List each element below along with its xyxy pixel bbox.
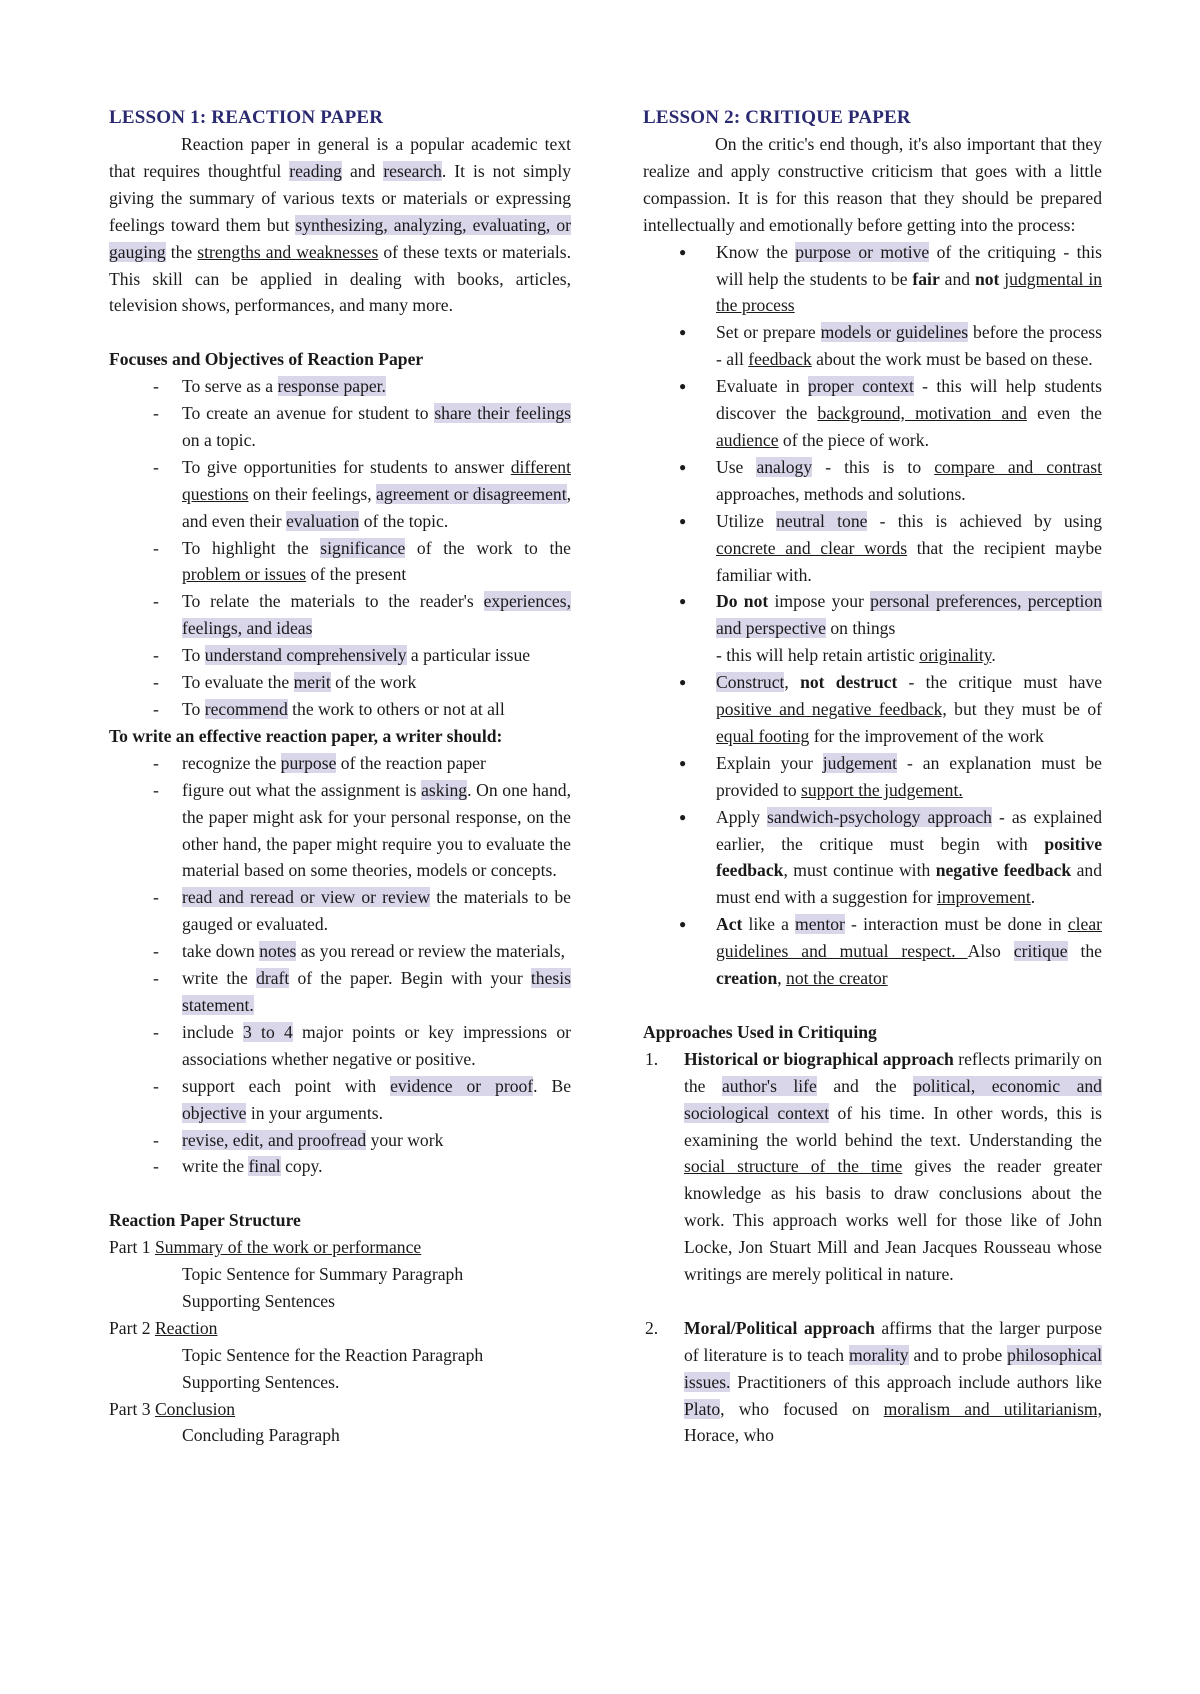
guideline-item: ● Explain your judgement - an explanation must be provided to support the judgement. bbox=[643, 750, 1102, 804]
part-subitem: Supporting Sentences bbox=[182, 1290, 335, 1311]
highlighted-text: 3 to 4 bbox=[243, 1021, 293, 1042]
underlined-text: feedback bbox=[748, 349, 812, 370]
underlined-text: audience bbox=[716, 429, 779, 450]
underlined-text: moralism and utilitarianism, bbox=[883, 1398, 1102, 1419]
highlighted-text: read and reread or view or review bbox=[182, 887, 431, 908]
critique-guidelines-list bbox=[643, 239, 1102, 992]
guideline-item: ● Set or prepare models or guidelines before the process - all feedback about the work must be based on these. bbox=[643, 319, 1102, 373]
highlighted-text: significance bbox=[320, 537, 406, 558]
bold-text: creation bbox=[716, 968, 778, 989]
highlighted-text: merit bbox=[293, 672, 331, 693]
underlined-text: positive and negative feedback, bbox=[716, 699, 947, 720]
focus-item: - To serve as a response paper. bbox=[109, 373, 571, 400]
underlined-text: equal footing bbox=[716, 725, 810, 746]
highlighted-text: share their feelings bbox=[434, 403, 571, 424]
approaches-heading: Approaches Used in Critiquing bbox=[643, 1021, 877, 1042]
lesson-1-title: LESSON 1: REACTION PAPER bbox=[109, 107, 384, 128]
approach-item: 2. Moral/Political approach affirms that the larger purpose of literature is to teach morality and to probe philosophical issues. Practitioners of this approach include authors like Plato, who focused on moralism and utilitarianism, Horace, who bbox=[643, 1315, 1102, 1450]
highlighted-text: mentor bbox=[795, 914, 845, 935]
part-label: Part 3 bbox=[109, 1398, 155, 1419]
highlighted-text: revise, edit, and proofread bbox=[182, 1129, 367, 1150]
highlighted-text: notes bbox=[259, 941, 297, 962]
structure-part bbox=[109, 1396, 571, 1423]
underlined-text: problem or issues bbox=[182, 564, 307, 585]
bold-text: Do not bbox=[716, 591, 769, 612]
approaches-list bbox=[643, 1046, 1102, 1450]
structure-list bbox=[109, 1234, 571, 1449]
underlined-text: support the judgement. bbox=[801, 779, 963, 800]
focus-item: - To highlight the significance of the work to the problem or issues of the present bbox=[109, 535, 571, 589]
highlighted-text: sandwich-psychology approach bbox=[767, 806, 992, 827]
guideline-item: ● Do not impose your personal preferences, perception and perspective on things - this will help retain artistic originality. bbox=[643, 588, 1102, 669]
highlighted-text: personal preferences, perception and perspective bbox=[716, 591, 1103, 639]
highlighted-text: political, economic and sociological context bbox=[684, 1075, 1102, 1123]
highlighted-text: morality bbox=[848, 1344, 909, 1365]
highlighted-text: asking bbox=[421, 779, 468, 800]
part-name: Summary of the work or performance bbox=[154, 1237, 422, 1258]
highlighted-text: response paper. bbox=[277, 376, 386, 397]
focus-item: - To relate the materials to the reader's experiences, feelings, and ideas bbox=[109, 588, 571, 642]
write-step: - include 3 to 4 major points or key impressions or associations whether negative or positive. bbox=[109, 1019, 571, 1073]
write-steps-list bbox=[109, 750, 571, 1181]
guideline-item: ● Act like a mentor - interaction must be done in clear guidelines and mutual respect. Also critique the creation, not the creator bbox=[643, 911, 1102, 992]
guideline-item: ● Evaluate in proper context - this will help students discover the background, motivation and even the audience of the piece of work. bbox=[643, 373, 1102, 454]
part-label: Part 1 bbox=[109, 1237, 155, 1258]
bold-text: fair bbox=[912, 268, 940, 289]
write-heading: To write an effective reaction paper, a writer should: bbox=[109, 725, 503, 746]
underlined-text: not the creator bbox=[786, 968, 888, 989]
underlined-text: improvement bbox=[936, 887, 1031, 908]
focus-list bbox=[109, 373, 571, 723]
write-step: - take down notes as you reread or review the materials, bbox=[109, 938, 571, 965]
guideline-item: ● Use analogy - this is to compare and contrast approaches, methods and solutions. bbox=[643, 454, 1102, 508]
bold-text: not destruct bbox=[800, 672, 898, 693]
highlighted-text: experiences, feelings, and ideas bbox=[182, 591, 571, 639]
highlighted-text: objective bbox=[182, 1102, 247, 1123]
highlighted-text: thesis statement. bbox=[182, 968, 571, 1015]
highlighted-text: evaluation bbox=[286, 510, 360, 531]
structure-part bbox=[109, 1315, 571, 1342]
part-name: Reaction bbox=[154, 1317, 218, 1338]
bold-text: Act bbox=[716, 914, 743, 935]
underlined-text: background, motivation and bbox=[817, 403, 1027, 424]
write-step: - support each point with evidence or proof. Be objective in your arguments. bbox=[109, 1073, 571, 1127]
highlighted-text: analogy bbox=[756, 456, 813, 477]
underlined-text: compare and contrast bbox=[934, 456, 1102, 477]
write-step: - write the final copy. bbox=[109, 1153, 571, 1180]
focus-heading: Focuses and Objectives of Reaction Paper bbox=[109, 349, 424, 370]
bold-text: Historical or biographical approach bbox=[684, 1048, 954, 1069]
focus-item: - To recommend the work to others or not at all bbox=[109, 696, 571, 723]
write-step: - recognize the purpose of the reaction paper bbox=[109, 750, 571, 777]
highlighted-text: judgement bbox=[822, 752, 898, 773]
focus-item: - To create an avenue for student to share their feelings on a topic. bbox=[109, 400, 571, 454]
part-subitem: Concluding Paragraph bbox=[182, 1425, 340, 1446]
underlined-text: different questions bbox=[182, 456, 571, 504]
underlined-text: judgmental in the process bbox=[716, 268, 1103, 316]
write-step: - revise, edit, and proofread your work bbox=[109, 1127, 571, 1154]
structure-heading: Reaction Paper Structure bbox=[109, 1210, 301, 1231]
guideline-item: ● Construct, not destruct - the critique must have positive and negative feedback, but they must be of equal footing for the improvement of the work bbox=[643, 669, 1102, 750]
highlighted-text: synthesizing, analyzing, evaluating, or gauging bbox=[109, 214, 571, 262]
right-column bbox=[643, 104, 1102, 1449]
part-subitem: Topic Sentence for Summary Paragraph bbox=[182, 1264, 464, 1285]
write-step: - write the draft of the paper. Begin with your thesis statement. bbox=[109, 965, 571, 1019]
highlighted-text: neutral tone bbox=[776, 510, 868, 531]
highlighted-text: understand comprehensively bbox=[204, 645, 407, 666]
highlighted-text: author's life bbox=[721, 1075, 817, 1096]
highlighted-text: research bbox=[383, 160, 442, 181]
guideline-item: ● Apply sandwich-psychology approach - as explained earlier, the critique must begin with positive feedback, must continue with negative feedback and must end with a suggestion for improvement. bbox=[643, 804, 1102, 912]
guideline-item: ● Know the purpose or motive of the critiquing - this will help the students to be fair and not judgmental in the process bbox=[643, 239, 1102, 320]
reaction-paper-intro: Reaction paper in general is a popular academic text that requires thoughtful reading and research. It is not simply giving the summary of various texts or materials or expressing feelings toward them but synthesizing, analyzing, evaluating, or gauging the strengths and weaknesses of these texts or materials. This skill can be applied in dealing with books, articles, television shows, performances, and many more. bbox=[109, 134, 572, 316]
part-subitem: Topic Sentence for the Reaction Paragraph bbox=[182, 1344, 484, 1365]
part-subitem: Supporting Sentences. bbox=[182, 1371, 340, 1392]
approach-number: 1. bbox=[645, 1048, 659, 1069]
underlined-text: social structure of the time bbox=[684, 1156, 903, 1177]
guideline-item: ● Utilize neutral tone - this is achieved by using concrete and clear words that the recipient maybe familiar with. bbox=[643, 508, 1102, 589]
underlined-text: concrete and clear words bbox=[716, 537, 908, 558]
highlighted-text: purpose or motive bbox=[795, 241, 930, 262]
highlighted-text: recommend bbox=[204, 699, 288, 720]
highlighted-text: evidence or proof bbox=[390, 1075, 534, 1096]
bold-text: not bbox=[974, 268, 1000, 289]
highlighted-text: final bbox=[248, 1156, 281, 1177]
highlighted-text: proper context bbox=[807, 376, 914, 397]
highlighted-text: Plato bbox=[684, 1398, 721, 1419]
highlighted-text: reading bbox=[289, 160, 342, 181]
highlighted-text: agreement or disagreement bbox=[376, 483, 567, 504]
write-step: - figure out what the assignment is asking. On one hand, the paper might ask for your personal response, on the other hand, the paper might require you to evaluate the material based on some theories, models or concepts. bbox=[109, 777, 571, 885]
structure-part bbox=[109, 1234, 571, 1261]
part-label: Part 2 bbox=[109, 1317, 155, 1338]
write-step: - read and reread or view or review the materials to be gauged or evaluated. bbox=[109, 884, 571, 938]
lesson-2-title: LESSON 2: CRITIQUE PAPER bbox=[643, 107, 911, 128]
focus-item: - To give opportunities for students to answer different questions on their feelings, agreement or disagreement, and even their evaluation of the topic. bbox=[109, 454, 571, 535]
left-column bbox=[109, 104, 571, 1449]
focus-item: - To evaluate the merit of the work bbox=[109, 669, 571, 696]
approach-number: 2. bbox=[645, 1317, 659, 1338]
bold-text: Moral/Political approach bbox=[684, 1317, 875, 1338]
part-name: Conclusion bbox=[154, 1398, 236, 1419]
highlighted-text: critique bbox=[1013, 941, 1068, 962]
highlighted-text: Construct bbox=[716, 672, 785, 693]
approach-item: 1. Historical or biographical approach reflects primarily on the author's life and the political, economic and sociological context of his time. In other words, this is examining the world behind the text. Understanding the social structure of the time gives the reader greater knowledge as his basis to draw conclusions about the work. This approach works well for those like of John Locke, Jon Stuart Mill and Jean Jacques Rousseau whose writings are merely political in nature. bbox=[643, 1046, 1102, 1288]
underlined-text: originality bbox=[919, 645, 992, 666]
highlighted-text: purpose bbox=[280, 752, 337, 773]
highlighted-text: philosophical issues. bbox=[684, 1344, 1102, 1392]
highlighted-text: draft bbox=[256, 968, 290, 989]
bold-text: negative feedback bbox=[935, 860, 1072, 881]
bold-text: positive feedback bbox=[716, 833, 1102, 881]
highlighted-text: models or guidelines bbox=[820, 322, 969, 343]
focus-item: - To understand comprehensively a particular issue bbox=[109, 642, 571, 669]
underlined-text: clear guidelines and mutual respect. bbox=[716, 914, 1102, 962]
critique-paper-intro: On the critic's end though, it's also important that they realize and apply constructive criticism that goes with a little compassion. It is for this reason that they should be prepared intellectually and emotionally before getting into the process: bbox=[643, 134, 1102, 235]
underlined-text: strengths and weaknesses bbox=[197, 241, 379, 262]
